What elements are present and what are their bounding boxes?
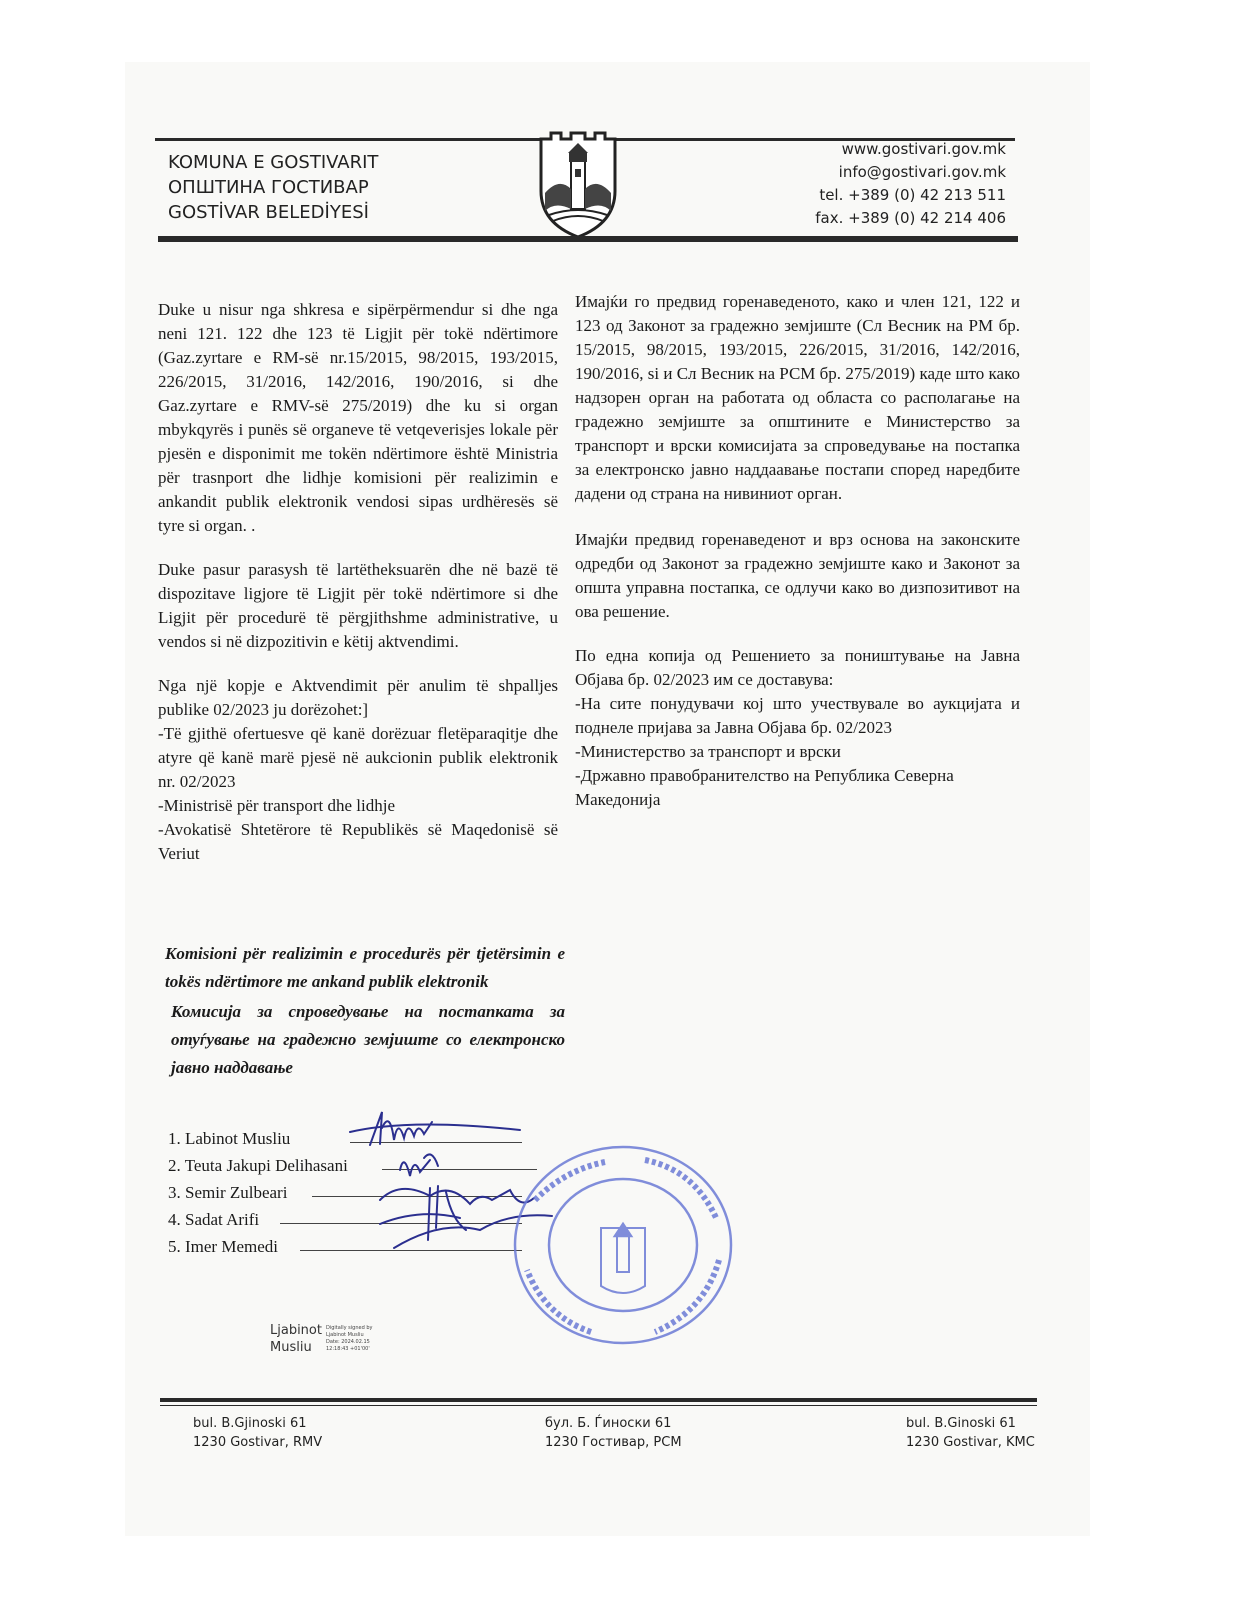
footer-address-macedonian <box>545 1414 682 1452</box>
member-item: 2. Teuta Jakupi Delihasani <box>168 1156 348 1175</box>
website-link[interactable]: www.gostivari.gov.mk <box>841 140 1006 158</box>
albanian-paragraph-2: Duke pasur parasysh të lartëtheksuarën dhe në bazë të dispozitave ligjore të Ligjit për tokë ndërtimore si dhe Ligjit për procedurë të përgjithshme administrative, u vendos si në dizpozitivin e këtij aktvendimi. <box>158 560 558 651</box>
footer-street: bul. B.Ginoski 61 <box>906 1416 1016 1431</box>
footer-city: 1230 Gostivar, RMV <box>193 1435 323 1450</box>
commission-title <box>165 940 565 1084</box>
footer-city: 1230 Gostivar, KMC <box>906 1435 1035 1450</box>
digital-signature-first-name: Ljabinot <box>270 1323 322 1338</box>
macedonian-distribution-intro: По една копија од Решението за поништување на Јавна Објава бр. 02/2023 им се доставува: <box>575 646 1020 689</box>
footer-street: bul. B.Gjinoski 61 <box>193 1416 307 1431</box>
contact-info <box>815 138 1006 230</box>
commission-title-albanian: Komisioni për realizimin e procedurës për tjetërsimin e tokës ndërtimore me ankand publik elektronik <box>165 944 565 991</box>
municipality-crest-icon <box>537 131 619 239</box>
macedonian-paragraph-1: Имајќи го предвид горенаведеното, како и член 121, 122 и 123 од Законот за градежно земјиште (Сл Весник на РМ бр. 15/2015, 98/2015, 193/2015, 226/2015, 31/2016, 142/2016, 190/2016, si и Сл Весник на РСМ бр. 275/2019) каде што како надзорен орган на работата од областа со располагање на градежно земјиште за општините е Министерство за транспорт и врски комисијата за спроведување на постапка за електронско јавно наддаавање постапи според наредбите дадени од страна на нивиниот орган. <box>575 292 1020 503</box>
member-item: 4. Sadat Arifi <box>168 1210 260 1229</box>
albanian-paragraph-1: Duke u nisur nga shkresa e sipërpërmendur si dhe nga neni 121. 122 dhe 123 të Ligjit për tokë ndërtimore (Gaz.zyrtare e RM-së nr.15/2015, 98/2015, 193/2015, 226/2015, 31/2016, 142/2016, 190/2016, si dhe Gaz.zyrtare e RMV-së 275/2019) dhe ku si organ mbykqyrës i punës së organeve të vetqeverisjes lokale për pjesën e disponimit me tokën ndërtimore është Ministria për trasnport dhe lidhje komisioni për realizimin e ankandit publik elektronik vendosi sipas urdhëresës së tyre si organ. . <box>158 300 558 535</box>
phone-number: tel. +389 (0) 42 213 511 <box>819 186 1006 204</box>
albanian-distribution-item: -Avokatisë Shtetërore të Republikës së Maqedonisë së Veriut <box>158 820 558 863</box>
email-link[interactable]: info@gostivari.gov.mk <box>838 163 1006 181</box>
municipality-names <box>168 150 378 225</box>
municipality-name-turkish: GOSTİVAR BELEDİYESİ <box>168 202 369 223</box>
digital-signature-line: Digitally signed by <box>326 1325 373 1331</box>
albanian-column <box>158 298 558 866</box>
digital-signature-line: 12:18:43 +01'00' <box>326 1346 370 1352</box>
municipality-name-albanian: KOMUNA E GOSTIVARIT <box>168 152 379 173</box>
digital-signature-name <box>270 1322 322 1356</box>
digital-signature-details <box>326 1325 372 1353</box>
albanian-distribution-intro: Nga një kopje e Aktvendimit për anulim të shpalljes publike 02/2023 ju dorëzohet:] <box>158 676 558 719</box>
municipality-name-macedonian: ОПШТИНА ГОСТИВАР <box>168 177 369 198</box>
footer-rule <box>160 1398 1037 1402</box>
macedonian-column <box>575 290 1020 812</box>
digital-signature <box>270 1322 373 1356</box>
macedonian-paragraph-2: Имајќи предвид горенаведенот и врз основа на законските одредби од Законот за градежно земјиште како и Законот за општа управна постапка, се одлучи како во дизпозитивот на ова решение. <box>575 530 1020 621</box>
member-item: 3. Semir Zulbeari <box>168 1183 288 1202</box>
commission-title-macedonian: Комисија за спроведување на постапката за отуѓување на градежно земјиште со електронско јавно наддавање <box>171 1002 565 1077</box>
footer-street: бул. Б. Ѓиноски 61 <box>545 1416 672 1431</box>
albanian-distribution-item: -Ministrisë për transport dhe lidhje <box>158 796 396 815</box>
footer-address-albanian <box>193 1414 322 1452</box>
footer-city: 1230 Гостивар, РСМ <box>545 1435 682 1450</box>
macedonian-distribution-item: -Државно правобранителство на Република Северна Македонија <box>575 766 954 809</box>
albanian-distribution <box>158 674 558 866</box>
macedonian-distribution-item: -На сите понудувачи кој што учествувале во аукцијата и поднеле пријава за Јавна Објава бр. 02/2023 <box>575 694 1020 737</box>
member-item: 1. Labinot Musliu <box>168 1129 291 1148</box>
macedonian-distribution <box>575 644 1020 812</box>
official-seal-icon <box>505 1140 740 1350</box>
digital-signature-line: Ljabinot Musliu <box>326 1332 364 1338</box>
member-item: 5. Imer Memedi <box>168 1237 278 1256</box>
footer-rule-thin <box>160 1405 1037 1406</box>
fax-number: fax. +389 (0) 42 214 406 <box>815 209 1006 227</box>
footer-address-turkish <box>906 1414 1035 1452</box>
macedonian-distribution-item: -Министерство за транспорт и врски <box>575 742 841 761</box>
albanian-distribution-item: -Të gjithë ofertuesve që kanë dorëzuar fletëparaqitje dhe atyre që kanë marë pjesë në aukcionin publik elektronik nr. 02/2023 <box>158 724 558 791</box>
digital-signature-line: Date: 2024.02.15 <box>326 1339 370 1345</box>
digital-signature-last-name: Musliu <box>270 1340 312 1355</box>
header-bottom-rule <box>158 236 1018 242</box>
